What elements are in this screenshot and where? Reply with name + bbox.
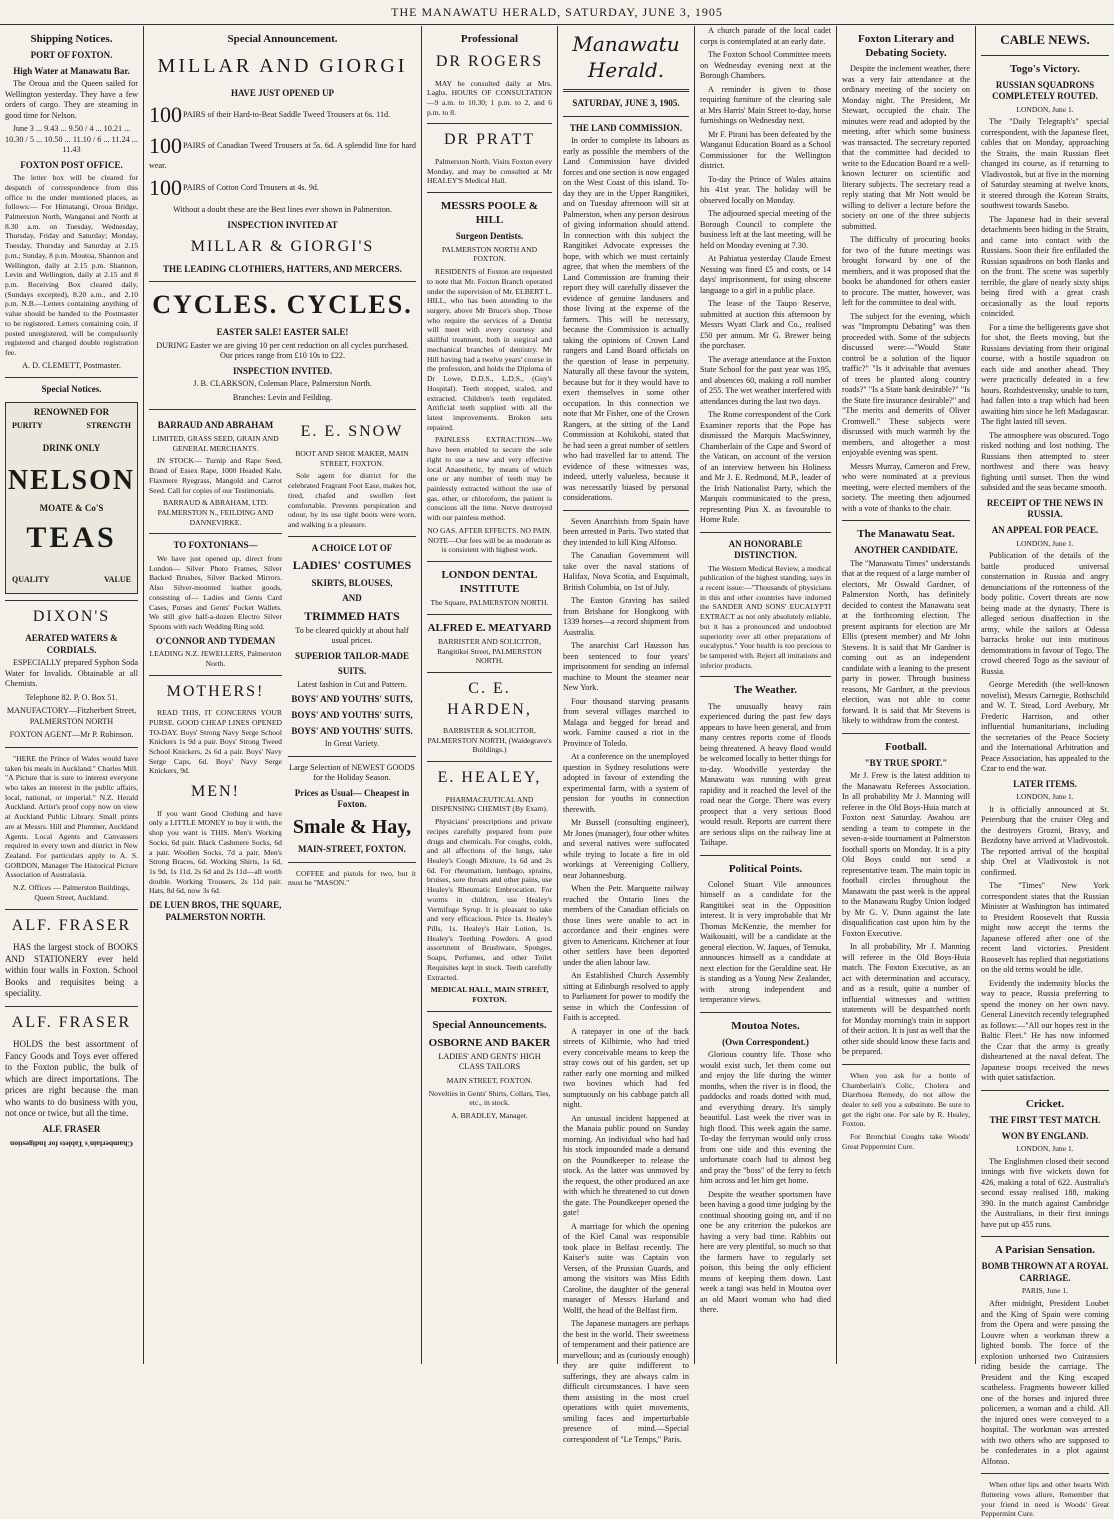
- professional-heading: Professional: [460, 33, 519, 45]
- nelson-name: NELSON: [7, 464, 136, 496]
- appeal-text: George Meredith (the well-known novelist), Messrs Carnegie, Rothschild and W. T. Stead, Lord Avebury, Mr Frederic Harrison, and other influential humanitarians, including the secretaries of the Peace Society and the International Arbitration and Peace Association, has appealed to the Czar to end the war.: [981, 680, 1109, 774]
- later-heading: LATER ITEMS.: [1013, 778, 1077, 789]
- divider: [981, 1236, 1109, 1237]
- divider: [700, 532, 831, 533]
- moutoa-subheading: (Own Correspondent.): [722, 1036, 809, 1047]
- dixon-text: ESPECIALLY prepared Syphon Soda Water for Invalids. Obtainable at all Chemists.: [5, 658, 138, 689]
- chamberlain-notice: When you ask for a bottle of Chamberlain's Colic, Cholera and Diarrhoea Remedy, do not allow the dealer to sell you a substitute. Be sure to get the right one. For sale by R. Healey, Foxton.: [842, 1070, 970, 1129]
- painless-text: PAINLESS EXTRACTION—We have been enabled to secure the sole right to use a new and very effective local Anaesthetic, by means of which one or any number of teeth may be painlessly extracted without the use of gas, ether, or chloroform, the patient is conscious all the time. Nerve destroyed with our painless method.: [427, 435, 552, 523]
- postmaster: A. D. CLEMETT, Postmaster.: [22, 360, 121, 370]
- pratt-heading: DR PRATT: [443, 131, 536, 149]
- suits: SUITS.: [337, 666, 367, 677]
- special-announcement-heading: Special Announcement.: [227, 33, 338, 45]
- column-5: [695, 26, 836, 1364]
- millar-doubt: Without a doubt these are the Best lines ever shown in Palmerston.: [173, 205, 392, 215]
- divider: [427, 192, 552, 193]
- oconnor-heading: O'CONNOR AND TYDEMAN: [155, 635, 276, 646]
- cricket-subheading: THE FIRST TEST MATCH.: [989, 1115, 1101, 1126]
- chamberlain-footer: Chamberlain's Tablets for Indigestion: [10, 1139, 133, 1149]
- poole-hill-heading: MESSRS POOLE & HILL: [440, 200, 539, 227]
- fashion-text: Latest fashion in Cut and Pattern.: [297, 679, 407, 689]
- news-item: An unusual incident happened at the Manaia public pound on Sunday morning. An individual who had had his stock impounded made a demand on the Poundkeeper to release the stock. As the latter was unmoved by the request, the other produced an axe with which he threatened to cut down the gate. The Poundkeeper opened the gate!: [563, 1113, 689, 1218]
- mothers-text: READ THIS, IT CONCERNS YOUR PURSE. GOOD CHEAP LINES OPENED TO-DAY. Boys' Strong Navy Serge School Knickers 1s 9d a pair. Boys' Strong Tweed School Knickers, 2s 6d a pair. Boys' Navy Serge Caps, 6d. Boys' Navy Serge Knickers, 9d.: [149, 708, 282, 776]
- cable-news-heading: CABLE NEWS.: [1000, 32, 1090, 47]
- moutoa-text-2: Despite the weather sportsmen have been having a good time judging by the continual shooting going on, and if no one be any criterion the pukekos are having a very bad time. Rabbits out here are very plentiful, so much so that the farmers have to regularly set poison, this being the only efficient means of keeping them down. Last week a tangi was held in Moutoa over an old Maori woman who had died there.: [700, 1189, 831, 1315]
- smale-hay-heading: Smale & Hay,: [292, 815, 412, 838]
- osborne-subheading: LADIES' AND GENTS' HIGH CLASS TAILORS: [438, 1051, 541, 1072]
- divider: [149, 409, 416, 410]
- nelson-moate: MOATE & Co'S: [39, 502, 104, 513]
- boys-suits-1: BOYS' AND YOUTHS' SUITS,: [291, 694, 413, 705]
- item-3-count: 100: [149, 175, 182, 200]
- news-item: The Foxton School Committee meets on Wednesday evening next at the Borough Chambers.: [700, 50, 831, 80]
- divider: [149, 675, 282, 676]
- tide-heading: High Water at Manawatu Bar.: [13, 65, 130, 76]
- parisian-subheading: BOMB THROWN AT A ROYAL CARRIAGE.: [981, 1261, 1109, 1283]
- literary-text: The difficulty of procuring books for two of the future meetings was brought forward by one of the members, and it was proposed that the books be abandoned for others easier to procure. The matter, however, was left for the committee to deal with.: [842, 235, 970, 308]
- news-item: The Rome correspondent of the Cork Examiner reports that the Pope has dismissed the Marquis MacSwinney, Chamberlain of the Cape and Sword of the Vatican, on account of the version of an interview between his Holiness and Mr J. E. Redmond, M.P., leader of the Irish Nationalist Party, which the Marquis communicated to the press, representing Pius X. as favourable to Home Rule.: [700, 410, 831, 524]
- honorable-heading: AN HONORABLE DISTINCTION.: [728, 538, 803, 561]
- manawatu-seat-heading: The Manawatu Seat.: [857, 528, 955, 541]
- togo-subheading: RUSSIAN SQUADRONS COMPLETELY ROUTED.: [992, 79, 1098, 102]
- millar-opened: HAVE JUST OPENED UP: [231, 87, 334, 98]
- barraud-heading: BARRAUD AND ABRAHAM: [157, 420, 274, 431]
- news-item: A marriage for which the opening of the Kiel Canal was responsible took place in Belfast recently. The Kaiser's suite was Captain von Versen, of the Prussian Guards, and among the visitors was Miss Edith Caroline, the daughter of the general manager of Messrs Harland and Wolff, the head of the Belfast firm.: [563, 1221, 689, 1315]
- special-notices-heading: Special Notices.: [41, 384, 102, 395]
- divider: [842, 520, 970, 521]
- foxtonians-text: We have just opened up, direct from London— Silver Photo Frames, Silver Backed Brushes, Silver Backed Mirrors. Also Silver-mounted leather goods, consisting of— Ladies and Gents Card Cases, Purses and Gents' Pocket Wallets. We still give half-a-dozen Electro Silver Spoons with each Wedding Ring sold.: [149, 553, 282, 631]
- political-text: Colonel Stuart Vile announces himself as a candidate for the Rangitikei seat in the Opposition interest. It is very improbable that Mr Thomas McKenzie, the member for Waikouaiti, will be a candidate at the general election. W. Jaques, of Temuka, announces himself as a candidate at next election for the Geraldine seat. He is standing as a Young New Zealander, with strong independent and temperance views.: [700, 879, 831, 1005]
- divider: [700, 1012, 831, 1013]
- masthead: THE MANAWATU HERALD, SATURDAY, JUNE 3, 1905: [0, 0, 1114, 25]
- tailor-made: SUPERIOR TAILOR-MADE: [295, 650, 409, 661]
- cycles-text: DURING Easter we are giving 10 per cent reduction on all cycles purchased. Our prices range from £10 10s to £22.: [156, 340, 409, 361]
- divider: [427, 614, 552, 615]
- men-text: If you want Good Clothing and have only a LITTLE MONEY to buy it with, the shop you want is THIS. Men's Working Socks, 6d pair. Black Cashmere Socks, 6d a pair. Woollen Socks, 7d a pair. Men's Strong Braces, 6d. Working Shirts, 1s 6d, 1s 9d, 1s 11d, 2s 6d and 2s 11d—all worth double. Working Trousers, 2s 11d pair. Hats, 8d 6d, now 3s 6d.: [149, 808, 282, 896]
- item-2-count: 100: [149, 133, 182, 159]
- millar-leading: THE LEADING CLOTHIERS, HATTERS, AND MERCERS.: [163, 263, 402, 274]
- woods-verse: When other lips and other hearts With fluttering vows allure, Remember that your friend in need is Woods' Great Peppermint Cure.: [981, 1480, 1109, 1519]
- news-item: Mr Bussell (consulting engineer), Mr Jones (manager), four other whites and several natives were suffocated while trying to locate a fire in old workings at Vereeniging Colliery, near Johannesburg.: [563, 818, 689, 880]
- weather-heading: The Weather.: [734, 684, 797, 697]
- divider: [842, 733, 970, 734]
- barraud-text: IN STOCK— Turnip and Rape Seed, Brand of Essex Rape, 1000 Headed Kale, Flaxmere Ryegrass, Mangold and Carrot Seed. Call for copies of our Testimonials.: [149, 456, 282, 495]
- mothers-heading: MOTHERS!: [166, 682, 265, 700]
- news-item: At a conference on the unemployed question in Sydney resolutions were adopted in favour of extending the experimental farm, with a system of pension for youths in connection therewith.: [563, 752, 689, 814]
- right-ads: [288, 416, 416, 925]
- barraud-footer: BARRAUD & ABRAHAM, LTD. PALMERSTON N., FEILDING AND DANNEVIRKE.: [157, 498, 274, 527]
- left-ads: [149, 416, 282, 925]
- cricket-text: The Englishmen closed their second innings with five wickets down for 426, making a total of 622. Australia's second essay realised 188, making 390. In the match against Cambridge the Australians, in their first innings have put up 455 runs.: [981, 1156, 1109, 1229]
- divider: [981, 55, 1109, 56]
- healey-heading: E. HEALEY,: [437, 769, 542, 787]
- snow-heading: E. E. SNOW: [300, 423, 404, 441]
- port-heading: PORT OF FOXTON.: [30, 50, 113, 61]
- dixon-subheading: AERATED WATERS & CORDIALS.: [25, 633, 118, 655]
- divider: [981, 1473, 1109, 1474]
- coffee-text: COFFEE and pistols for two, but it must be "MASON.": [287, 868, 416, 888]
- cricket-subheading-2: WON BY ENGLAND.: [1001, 1130, 1089, 1141]
- nelson-drink-only: DRINK ONLY: [42, 442, 101, 453]
- item-2-text: PAIRS of Canadian Tweed Trousers at 5s. 6d. A splendid line for hard wear.: [149, 141, 416, 170]
- cleared-text: To be cleared quickly at about half usual prices.: [295, 625, 409, 646]
- togo-heading: Togo's Victory.: [1010, 62, 1080, 75]
- barraud-subheading: LIMITED, GRASS SEED, GRAIN AND GENERAL MERCHANTS.: [152, 433, 279, 453]
- poole-subheading: Surgeon Dentists.: [455, 231, 524, 242]
- healey-text: Physicians' prescriptions and private recipes carefully prepared from pure drugs and chemicals. For coughs, colds, and all affections of the lungs, take Healey's Cough Mixture, 1s 6d and 2s 6d. For rheumatism, lumbago, sprains, bruises, sore throats and other pains, use Healey's Rheumatic Embrocation. For worms in children, use Healey's Vermifuge Syrup. It is pleasant to take and very efficacious. Price 1s. Healey's Pills, 1s. Healey's Hair Lotion, 1s. Healey's Teething Powders. A good assortment of Brushware, Sponges, Soaps, Perfumes, and other Toilet Requisites kept in stock. Teeth carefully Extracted.: [427, 817, 552, 982]
- poole-text: RESIDENTS of Foxton are requested to note that Mr. Foxton Branch operated under the supervision of Mr. ELBERT L. HILL, who has been attending to the surgery, above Mr Bruce's shop. Those who require the services of a Dentist will meet with every courtesy and skillful treatment, both in surgical and mechanical branches of dentistry. Mr Hill having had a twelve years' course in the profession, and holds the Diploma of Dr Lowe, D.D.S., L.D.S., (Guy's Hospital). Teeth stopped, scaled, and extracted. Children's teeth regulated. Artificial teeth supplied with all the latest improvements. Broken sets repaired.: [427, 267, 552, 432]
- easter-sale: EASTER SALE! EASTER SALE!: [216, 327, 349, 338]
- togo-text: The "Daily Telegraph's" special correspondent, with the Japanese fleet, cables that on Monday, approaching the Straits, the main Russian fleet changed its course, as if returning to Vladivostok, but at five in the morning of Saturday steaming at twelve knots, it steered through the Korean Straits, southwest towards Sasebo.: [981, 117, 1109, 211]
- divider: [149, 281, 416, 282]
- later-text: It is officially announced at St. Petersburg that the cruiser Oleg and the destroyers Grozni, Bravy, and Bezdotny have arrived at Vladivostok. The reported arrival of the hospital ship Orel at Vladivostok is not confirmed.: [981, 804, 1109, 877]
- divider: [700, 676, 831, 677]
- item-1-text: PAIRS of their Hard-to-Beat Saddle Tweed Trousers at 6s. 11d.: [183, 110, 391, 120]
- leader-heading: THE LAND COMMISSION.: [569, 122, 683, 133]
- manawatu-seat-text: The "Manawatu Times" understands that at the request of a large number of electors, Mr Oswald Gardner, of Palmerston North, has definitely decided to contest the Manawatu seat at the forthcoming election. The present aspirants for election are Mr Ellis (present member) and Mr John Stevens. It is said that Mr Gardner is coming out as an independent candidate with a leaning to the present party in power. Through business reasons, Mr Gardner, at the previous election, was not able to come forward. It is said that Mr Stevens is likely to withdraw from the contest.: [842, 558, 970, 726]
- dixon-agent: FOXTON AGENT—Mr P. Robinson.: [9, 730, 134, 740]
- togo-text: For a time the belligerents gave shot for shot, the fleets moving, but the Russians deviating from their original course, with a hostile squadron on each side and another ahead. They were practically defeated in a few hours. Rozhdestvensky, unable to turn, had fallen into a trap which had been awaiting him since he left Madagascar. The fight lasted till seven.: [981, 322, 1109, 427]
- gordon-advert-text: "HERE the Prince of Wales would have taken his meals in Auckland." Charles Mill. "A Picture that is sure to interest everyone who takes an interest in the public affairs, local, national, or imperial." N.Z. Herald Auckland. Artist's proof copy now on view at Auckland Public Library. Small prints are at Messrs. Hill and Plummer, Auckland Agents. Local Agents and Canvassers required in every town and district in New Zealand. For particulars apply to A. S. GORDON, Manager The Historical Picture Association of Australasia.: [5, 753, 138, 880]
- clarkson: J. B. CLARKSON, Coleman Place, Palmerston North.: [193, 379, 372, 389]
- woods-notice: For Bronchial Coughs take Woods' Great Peppermint Cure.: [842, 1132, 970, 1151]
- rogers-text: MAY be consulted daily at Mrs. Laghs. HOURS OF CONSULTATION—9 a.m. to 10.30; 1 p.m. to 2, and 6 p.m. to 8.: [427, 78, 552, 117]
- variety-text: In Great Variety.: [324, 739, 380, 749]
- fraser-heading-2: ALF. FRASER: [11, 1013, 132, 1031]
- football-text-2: In all probability, Mr J. Manning will referee in the Old Boys-Huia match. The Foxton Executive, as an act with determination and accuracy, and as a result, quite a number of influential witnesses and written statements will be despatched north for Monday morning's train in support of their action. It is just as well that the other side should know these facts and be prepared.: [842, 942, 970, 1057]
- appeal-text: Publication of the details of the battle produced universal consternation in Russia and angry denunciations of the rottenness of the body politic. Covert threats are now being made at the dynasty. There is alleged serious disaffection in the army, while the sailors at Odessa barracks broke out into mutinous demonstrations in favour of Togo. The crowd cheered Togo as the saviour of Russia.: [981, 551, 1109, 676]
- parisian-text: After midnight, President Loubet and the King of Spain were coming from the Opera and were passing the Louvre when a workman threw a lighted bomb. The force of the explosion unhorsed two Cuirassiers riding beside the carriage. The President and the King escaped scatheless. Fragments however killed one of the horses and injured three policemen, a woman and a child. All the injured ones were conveyed to a hospital. The workman was arrested with two others who are supposed to be confederates in a plot against Alfonso.: [981, 1299, 1109, 1466]
- divider: [700, 855, 831, 856]
- millar-giorgi-heading-2: MILLAR & GIORGI'S: [190, 238, 375, 256]
- column-1: [0, 26, 143, 1364]
- post-office-text: The letter box will be cleared for despatch of correspondence from this office to the under mentioned places, as follows:— For Himatangi, Oroua Bridge, Palmerston North, Wanganui and North at 8.30 a.m. on Tuesday, Wednesday, Thursday, Friday and Saturday; Monday, Tuesday, Thursday and Saturday at 2.15 p.m.; Sunday, 8 p.m. Moutoa, Shannon and Wellington, daily at 2.15 p.m. Shannon, Levin and Wellington, daily at 2.15 and 8 p.m. Receiving Box cleared daily, (Sundays excepted), 8.20 a.m., and 2.10 p.m. N.B.—Letters containing anything of value should be handed to the Postmaster to be registered. Letters containing coin, if posted unregistered, will be compulsorily registered and charged double registration fee.: [5, 173, 138, 358]
- literary-text: The subject for the evening, which was "Impromptu Debating" was then proceeded with. Some of the subjects discussed were:—"Would State control be a solution of the liquor traffic?" "Is it advisable that avenues of trees be planted along country roads?" "Is a State bank desirable?" "Is the State fire insurance desirable?" and "The merits and demerits of Oliver Cromwell." These subjects were discussed with much warmth by the members, and altogether a most enjoyable evening was spent.: [842, 311, 970, 458]
- nelson-teas-advert: [5, 402, 138, 594]
- moutoa-heading: Moutoa Notes.: [731, 1019, 800, 1032]
- divider: [288, 536, 416, 537]
- receipt-heading: RECEIPT OF THE NEWS IN RUSSIA.: [986, 497, 1104, 520]
- divider: [288, 862, 416, 863]
- dateline: PARIS, June 1.: [1021, 1286, 1069, 1296]
- london-dental-heading: LONDON DENTAL INSTITUTE: [441, 569, 538, 596]
- men-heading: MEN!: [191, 783, 240, 801]
- nelson-renowned: RENOWNED FOR: [33, 406, 110, 417]
- post-office-heading: FOXTON POST OFFICE.: [20, 159, 123, 170]
- divider: [5, 600, 138, 601]
- football-byline: "BY TRUE SPORT.": [864, 757, 948, 768]
- column-3: [422, 26, 557, 1364]
- divider: [981, 1090, 1109, 1091]
- osborne-baker-heading: OSBORNE AND BAKER: [428, 1036, 551, 1049]
- poole-address: PALMERSTON NORTH AND FOXTON.: [441, 244, 538, 264]
- leader-text: In order to complete its labours as early as possible the members of the Land Commission have divided forces and one section is now engaged on the West Coast of this island. To-day they are in the Upper Rangitikei, and on Tuesday afternoon will sit at Palmerston, when any person desirous of giving information should attend. In connection with this subject the Rangitikei Advocate expresses the hope, with which we must certainly agree, that when the members of the Land Commission are framing their report they will carefully dissever the evidence of genuine landusers and those living at the expense of the farmers. This will be necessary, because the Commission is actually taking the opinions of Crown Land rangers and Land Board officials on the question of lease in perpetuity. Naturally all these favour the system, because but for it they would have to exert themselves in some other occupation. In this connection we note that Mr Fisher, one of the Crown Rangers, at the sitting of the Land Commission at Kohikohi, stated that he had seen a great number of settlers who had travelled far to attend. The evidence of these witnesses was, indeed, utterly valueless, because it was necessarily biased by personal considerations.: [563, 136, 689, 503]
- tide-table: June 3 ... 9.43 ... 9.50 / 4 ... 10.21 ... 10.30 / 5 ... 10.50 ... 11.10 / 6 ... 11.24 ... 11.43: [5, 124, 138, 155]
- cycles-heading: CYCLES. CYCLES.: [152, 290, 413, 320]
- divider: [5, 909, 138, 910]
- rogers-heading: DR ROGERS: [435, 53, 544, 71]
- news-item: The adjourned special meeting of the Borough Council to complete the business left at the last meeting, will be held on Monday evening at 7.30.: [700, 209, 831, 250]
- divider: [427, 672, 552, 673]
- parisian-heading: A Parisian Sensation.: [995, 1244, 1095, 1257]
- column-6: [837, 26, 975, 1364]
- news-item: When the Petr. Marquette railway reached the Ontario lines the members of the Canadian officials on those lines were unable to act in accordance and their engines were given to Americans. Kitchener at four other settlers have been deported under the alien labour law.: [563, 884, 689, 967]
- poole-footer: NO GAS. AFTER EFFECTS. NO PAIN. NOTE—Our fees will be as moderate as is consistent with highest work.: [427, 525, 552, 555]
- dixon-heading: DIXON'S: [32, 607, 111, 625]
- shipping-heading: Shipping Notices.: [30, 33, 113, 45]
- divider: [427, 1011, 552, 1012]
- snow-subheading: BOOT AND SHOE MAKER, MAIN STREET, FOXTON.: [295, 448, 409, 468]
- divider: [563, 116, 689, 117]
- cricket-heading: Cricket.: [1025, 1097, 1065, 1110]
- divider: [5, 747, 138, 748]
- boys-suits-3: BOYS' AND YOUTHS' SUITS.: [291, 725, 413, 736]
- pratt-text: Palmerston North. Visits Foxton every Monday, and may be consulted at Mr HEALEY'S Medical Hall.: [427, 156, 552, 186]
- literary-text: Messrs Murray, Cameron and Frew, who were nominated at a previous meeting, were elected members of the society. The meeting then adjourned with a vote of thanks to the chair.: [842, 461, 970, 513]
- choice-lot: A CHOICE LOT OF: [311, 542, 393, 553]
- later-text: Evidently the indemnity blocks the way to peace, Russia preferring to spend the money on her own navy. General Linevitch recently telegraphed as follows:—"All our hopes rest in the Baltic Fleet." He has now informed the Czar that the army is greatly disheartened at the naval defeat. The Japanese troops received the news with quiet satisfaction.: [981, 978, 1109, 1083]
- appeal-heading: AN APPEAL FOR PEACE.: [991, 524, 1099, 535]
- clarkson-branches: Branches: Levin and Feilding.: [232, 392, 333, 402]
- trimmed-hats: TRIMMED HATS: [304, 608, 400, 623]
- togo-text: The atmosphere was obscured. Togo risked nothing and lost nothing. The Russians then attempted to steer northwest and there was heavy fighting until sunset. Then the wind subsided and the seas became smooth.: [981, 430, 1109, 493]
- nelson-teas: TEAS: [26, 520, 117, 554]
- osborne-text: Novelties in Gents' Shirts, Collars, Ties, etc., in stock.: [428, 1088, 551, 1108]
- news-item: Seven Anarchists from Spain have been arrested in Paris. Two stated that they intended to kill King Alfonso.: [563, 516, 689, 547]
- newest-goods: Large Selection of NEWEST GOODS for the Holiday Season.: [289, 762, 415, 783]
- issue-date: SATURDAY, JUNE 3, 1905.: [572, 98, 680, 109]
- item-1-count: 100: [149, 102, 182, 128]
- divider: [149, 533, 282, 534]
- dixon-telephone: Telephone 82. P. O. Box 51.: [25, 692, 118, 702]
- togo-text: The Japanese had in their several detachments been hiding in the Straits, and came into contact with the Russians. Soon their fire enfiladed the Russian squadrons on both flanks and on the front. The scene was superbly terrible, the glare of nearly sixty ships being fired with a great crash occasionally as the loud reports coincided.: [981, 214, 1109, 319]
- literary-heading: Foxton Literary and Debating Society.: [858, 33, 954, 60]
- honorable-text: The Western Medical Review, a medical publication of the highest standing, says in a recent issue:—"Thousands of physicians in this and other countries have indorsed the SANDER AND SONS' EUCALYPTI EXTRACT as not only absolutely reliable, but it has a pronounced and undoubted superiority over all other preparations of eucalyptus." Your health is too precious to be tampered with. Reject all imitations and inferior products.: [700, 563, 831, 670]
- prices-as-usual: Prices as Usual— Cheapest in Foxton.: [294, 787, 410, 810]
- nelson-purity: PURITY: [12, 420, 43, 430]
- harden-subheading: BARRISTER & SOLICITOR, PALMERSTON NORTH, (Waldegrave's Buildings.): [427, 726, 552, 755]
- football-heading: Football.: [885, 740, 927, 753]
- column-7: [976, 26, 1114, 1519]
- news-item: The lease of the Taupo Reserve, submitted at auction this afternoon by Messrs Wyatt Clark and Co., realised £50 per annum. Mr G. Brewer being the purchaser.: [700, 299, 831, 350]
- divider: [563, 89, 689, 92]
- harden-heading: C. E. HARDEN,: [447, 680, 532, 718]
- moutoa-text: Glorious country life. Those who would exist such, let them come out and enjoy the life during the winter months, when the river is in flood, the paddocks and roads dotted with mud, and everything dreary. It's simply beautiful. Last week the river was in high flood. This week again the same. To-day the ferryman would only cross from one side and this evening the unfortunate coach had to almost beg and pray the "boss" of the ferry to fetch him across and let him get home.: [700, 1050, 831, 1186]
- item-3-text: PAIRS of Cotton Cord Trousers at 4s. 9d.: [183, 182, 319, 192]
- divider: [288, 756, 416, 757]
- news-item: The anarchist Carl Hausson has been sentenced to four years' imprisonment for sending an infernal machine to Mount the steamer near New York.: [563, 641, 689, 693]
- millar-invited: INSPECTION INVITED AT: [227, 219, 338, 230]
- news-item: The Canadian Government will take over the naval stations of Halifax, Nova Scotia, and Esquimalt, British Columbia, on 1st of July.: [563, 551, 689, 592]
- nelson-strength: STRENGTH: [86, 420, 131, 430]
- divider: [5, 1006, 138, 1007]
- weather-text: The unusually heavy rain experienced during the past few days appears to have been general, and from many centres reports come of floods being threatened. A heavy flood would be welcomed locally to better things for to-day. Woodville yesterday the Manawatu was running with great rapidity and it reached the level of the road near the Gorge. There was every prospect that a very serious flood would result. Reports are current there are serious slips on the railway line at Taihape.: [700, 701, 831, 848]
- millar-giorgi-heading: MILLAR AND GIORGI: [157, 55, 408, 78]
- foxtonians-heading: TO FOXTONIANS—: [173, 540, 258, 551]
- news-item: Four thousand starving peasants from several villages marched to Malaga and begged for bread and work. Famine caused a riot in the Province of Toledo.: [563, 696, 689, 748]
- political-heading: Political Points.: [728, 862, 803, 875]
- skirts-blouses: SKIRTS, BLOUSES,: [311, 577, 393, 588]
- smale-address: MAIN-STREET, FOXTON.: [298, 844, 406, 855]
- news-item: An Established Church Assembly sitting at Edinburgh resolved to apply to Parliament for power to modify the sense in which the Confession of Faith is accepted.: [563, 971, 689, 1023]
- column-4: [558, 26, 694, 1444]
- divider: [563, 510, 689, 511]
- fraser-heading: ALF. FRASER: [11, 916, 132, 934]
- literary-text: Despite the inclement weather, there was a very fair attendance at the ordinary meeting of the society on Monday night. The President, Mr Stewart, occupied the chair. The minutes were read and adopted by the meeting, after which some business was transacted. The secretary reported that the committee had decided to write to the Education Board re a well-known lecturer on scientific and literary subjects. The secretary read a reply stating that Mr Nott would be willing to deliver a lecture before the society on one of the three subjects submitted.: [842, 64, 970, 231]
- divider: [427, 761, 552, 762]
- osborne-address: MAIN STREET, FOXTON.: [446, 1075, 533, 1085]
- column-2: [144, 26, 421, 1364]
- later-text: The "Times" New York correspondent states that the Russian Minister at Washington has intimated to President Roosevelt that Russia might now accept the terms the Japanese offered after one of the recent land victories. President Roosevelt has replied that negotiations on the old terms would be idle.: [981, 881, 1109, 975]
- special-announcements-heading: Special Announcements.: [432, 1018, 547, 1031]
- news-item: The average attendance at the Foxton State School for the past year was 195, and absences 60, making a roll number of 255. The wet weather interfered with attendances during the last two days.: [700, 354, 831, 406]
- healey-subheading: PHARMACEUTICAL AND DISPENSING CHEMIST (By Exam).: [431, 794, 548, 814]
- dateline: LONDON, June 1.: [1016, 538, 1074, 548]
- healey-footer: MEDICAL HALL, MAIN STREET, FOXTON.: [430, 985, 549, 1005]
- divider: [5, 377, 138, 378]
- ladies-costumes: LADIES' COSTUMES: [292, 558, 412, 573]
- dixon-manufactory: MANUFACTORY—Fitzherbert Street, PALMERSTON NORTH: [6, 706, 137, 726]
- shipping-text: The Oroua and the Queen sailed for Wellington yesterday. They have a few orders of cargo. They are steaming in good time for Nelson.: [5, 79, 138, 120]
- dateline: LONDON, June 1.: [1016, 792, 1074, 802]
- news-item: To-day the Prince of Wales attains his 41st year. The holiday will be observed locally on Monday.: [700, 174, 831, 205]
- news-item: Mr F. Pirani has been defeated by the Wanganui Education Board as a School Commissioner for the Wellington district.: [700, 129, 831, 170]
- fraser-text-2: HOLDS the best assortment of Fancy Goods and Toys ever offered to the Foxton public, the bulk of which are direct importations. The prices are right because the man who wants to do business with you, not once or twice, but all the time.: [5, 1039, 138, 1119]
- paper-title: Manawatu Herald.: [572, 32, 680, 82]
- football-text: Mr J. Frew is the latest addition to the Manawatu Referees Association. In all probability Mr J. Manning will referee in the Old Boys-Huia match at Foxton next Saturday. Awahou are sending a team to compete in the seven-a-side tournament at Palmerston football sports on Monday. It is a pity Old Boys could not send a representative team. The main topic in football circles throughout the Manawatu the past week is the appeal to the Manawatu Rugby Union lodged by Mr G. V. Dunn against the late disqualification cast upon him by the Foxton Executive.: [842, 771, 970, 938]
- divider: [842, 1064, 970, 1065]
- bradley: A. BRADLEY, Manager.: [451, 1111, 528, 1121]
- london-dental-address: The Square, PALMERSTON NORTH.: [430, 598, 549, 608]
- news-item: The Japanese managers are perhaps the best in the world. Their sweetness of temperament and their patience are marvellous; and as (curiously enough) they are quite indifferent to sufferings, they are always calm in difficult circumstances. I have seen them assisting in the most cruel operations with quiet movements, smiling faces and imperturbable presence of mind.—Special correspondent of "Le Temps," Paris.: [563, 1319, 689, 1444]
- boys-suits-2: BOYS' AND YOUTHS' SUITS,: [291, 709, 413, 720]
- ad-row: [149, 416, 416, 925]
- divider: [427, 123, 552, 124]
- news-item: A church parade of the local cadet corps is contemplated at an early date.: [700, 26, 831, 46]
- fraser-text: HAS the largest stock of BOOKS AND STATIONERY ever held within four walls in Foxton. School Books and requisites being a speciality.: [5, 942, 138, 999]
- nelson-quality: QUALITY: [12, 574, 50, 584]
- oconnor-subheading: LEADING N.Z. JEWELLERS, Palmerston North.: [149, 649, 282, 668]
- news-item: The Euston Graving has sailed from Brisbane for Hongkong with 1339 horses—a record shipment from Australia.: [563, 596, 689, 637]
- and-label: AND: [342, 593, 362, 604]
- nelson-value: VALUE: [104, 574, 131, 584]
- news-item: A ratepayer in one of the back streets of Kilbirnie, who had tried every conceivable means to keep the stray cows out of his garden, set up rather early one morning and milked two bovines which had fed sumptuously on his cabbage patch all night.: [563, 1026, 689, 1110]
- cycles-inspection: INSPECTION INVITED.: [232, 365, 333, 376]
- gordon-office: N.Z. Offices — Palmerston Buildings, Queen Street, Auckland.: [13, 883, 130, 902]
- news-item: A reminder is given to those requiring furniture of the clearing sale at Mrs Harris' Main Street to-day, horse furnishings on Wednesday next.: [700, 84, 831, 125]
- dateline: LONDON, June 1.: [1016, 1144, 1074, 1154]
- meatyard-heading: ALFRED E. MEATYARD: [427, 621, 552, 634]
- fraser-footer: ALF. FRASER: [42, 1123, 101, 1134]
- news-item: At Pahiatua yesterday Claude Ernest Nessing was fined £5 and costs, or 14 days' imprisonment, for using obscene language to a girl in a public place.: [700, 254, 831, 295]
- meatyard-subheading: BARRISTER AND SOLICITOR, Rangitikei Street, PALMERSTON NORTH.: [437, 636, 542, 666]
- dateline: LONDON, June 1.: [1016, 104, 1074, 114]
- manawatu-seat-subheading: ANOTHER CANDIDATE.: [854, 545, 958, 556]
- divider: [427, 561, 552, 562]
- de-luen-bros: DE LUEN BROS, THE SQUARE, PALMERSTON NORTH.: [149, 900, 282, 922]
- snow-text: Sole agent for district for the celebrated Fragrant Foot Ease, makes hot, tired, chafed and swollen feet comfortable. Prevents perspiration and odour, by its use tight boots were worn, and walking is a pleasure.: [287, 471, 416, 529]
